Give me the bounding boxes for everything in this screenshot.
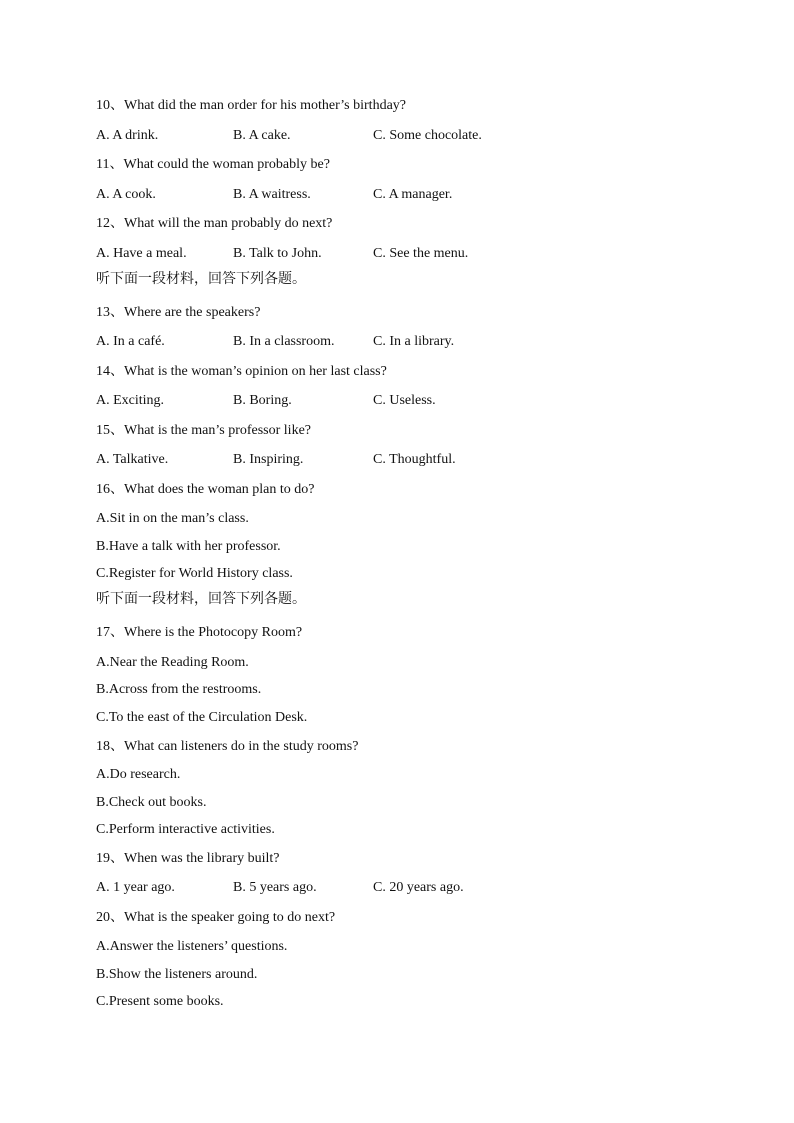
option-a: A. In a café.	[96, 334, 165, 349]
question-17-option-a: A.Near the Reading Room.	[96, 654, 249, 670]
question-13-options	[96, 331, 736, 361]
option-a: A. 1 year ago.	[96, 880, 175, 895]
option-b: B. Talk to John.	[233, 245, 322, 261]
question-16-stem: 16、What does the woman plan to do?	[96, 481, 315, 497]
question-17-stem: 17、Where is the Photocopy Room?	[96, 625, 303, 640]
option-a: A. A cook.	[96, 186, 156, 202]
question-10-options	[96, 125, 736, 155]
option-c: C. See the menu.	[373, 245, 469, 261]
option-c: C. Some chocolate.	[373, 127, 482, 143]
question-11-stem: 11、What could the woman probably be?	[96, 157, 330, 172]
question-20-option-c: C.Present some books.	[96, 994, 224, 1009]
question-19-stem: 19、When was the library built?	[96, 850, 280, 866]
option-c: C. In a library.	[373, 334, 455, 349]
question-18-option-b: B.Check out books.	[96, 794, 207, 810]
option-a: A. Exciting.	[96, 393, 165, 408]
question-18-option-a: A.Do research.	[96, 767, 181, 782]
section-header: 听下面一段材料，回答下列各题。	[96, 591, 306, 607]
question-16-option-b: B.Have a talk with her professor.	[96, 538, 281, 554]
question-16-option-c: C.Register for World History class.	[96, 566, 293, 581]
question-19-options	[96, 877, 736, 907]
option-b: B. A cake.	[233, 127, 291, 143]
question-14-options	[96, 390, 736, 420]
option-b: B. Inspiring.	[233, 452, 304, 467]
option-a: A. Have a meal.	[96, 245, 187, 261]
option-b: B. In a classroom.	[233, 334, 335, 349]
question-11-options	[96, 184, 736, 214]
option-c: C. A manager.	[373, 186, 453, 202]
option-a: A. Talkative.	[96, 452, 169, 467]
question-15-options	[96, 449, 736, 479]
question-20-stem: 20、What is the speaker going to do next?	[96, 909, 336, 925]
question-13-stem: 13、Where are the speakers?	[96, 304, 261, 320]
question-20-option-a: A.Answer the listeners’ questions.	[96, 939, 288, 954]
option-b: B. A waitress.	[233, 186, 311, 202]
question-17-option-c: C.To the east of the Circulation Desk.	[96, 709, 308, 725]
question-16-option-a: A.Sit in on the man’s class.	[96, 511, 249, 526]
option-a: A. A drink.	[96, 127, 159, 143]
option-c: C. 20 years ago.	[373, 880, 464, 895]
option-c: C. Useless.	[373, 393, 436, 408]
question-15-stem: 15、What is the man’s professor like?	[96, 422, 312, 438]
question-10-stem: 10、What did the man order for his mother’s birthday?	[96, 98, 406, 113]
option-b: B. 5 years ago.	[233, 880, 317, 895]
question-12-stem: 12、What will the man probably do next?	[96, 216, 333, 231]
question-12-options	[96, 243, 736, 268]
option-b: B. Boring.	[233, 393, 292, 408]
question-20-option-b: B.Show the listeners around.	[96, 966, 258, 982]
option-c: C. Thoughtful.	[373, 452, 456, 467]
section-header: 听下面一段材料，回答下列各题。	[96, 270, 306, 287]
question-14-stem: 14、What is the woman’s opinion on her last class?	[96, 363, 387, 379]
question-18-option-c: C.Perform interactive activities.	[96, 822, 275, 837]
question-18-stem: 18、What can listeners do in the study rooms?	[96, 738, 359, 754]
exam-page	[96, 95, 736, 1019]
question-17-option-b: B.Across from the restrooms.	[96, 682, 262, 697]
